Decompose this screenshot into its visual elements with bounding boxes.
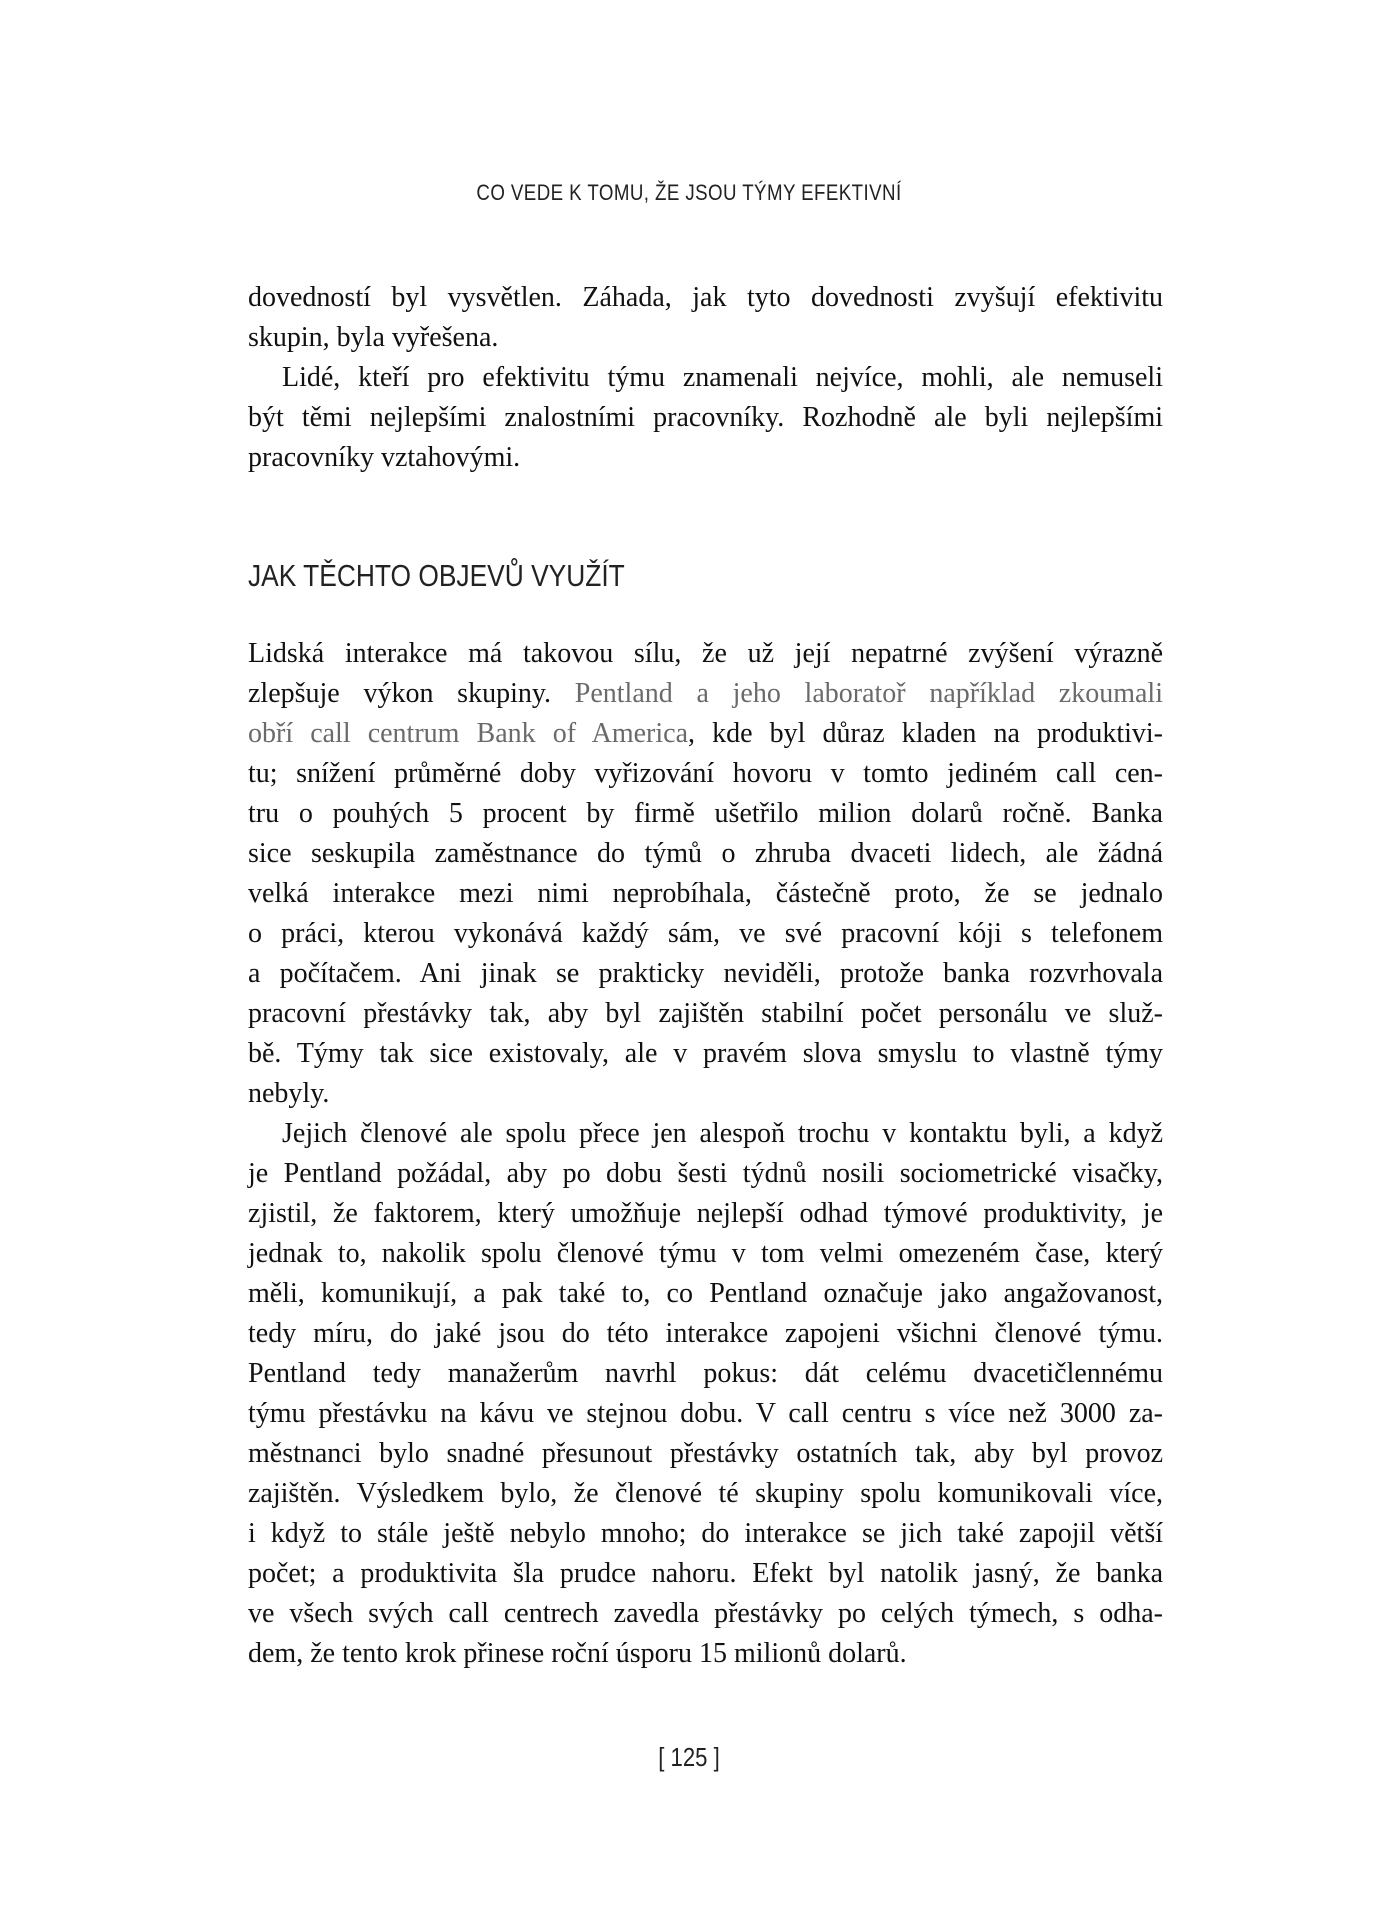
text-segment: zjistil, že faktorem, který umožňuje nejlepší odhad týmové produktivity, je [248,1198,1163,1229]
text-line [248,1354,1163,1394]
text-line [248,874,1163,914]
text-line [248,1234,1163,1274]
text-segment: nebyly. [248,1078,330,1109]
highlighted-text: Pentland a jeho laboratoř například zkoumali [574,678,1163,709]
text-segment: být těmi nejlepšími znalostními pracovníky. Rozhodně ale byli nejlepšími [248,402,1163,433]
text-line [248,1114,1163,1154]
text-segment: bě. Týmy tak sice existovaly, ale v pravém slova smyslu to vlastně týmy [248,1038,1163,1069]
text-segment: a počítačem. Ani jinak se prakticky neviděli, protože banka rozvrhovala [248,958,1163,989]
text-line [248,634,1163,674]
text-line [248,754,1163,794]
text-segment: zlepšuje výkon skupiny. [248,678,575,709]
text-segment: tu; snížení průměrné doby vyřizování hovoru v tomto jediném call cen- [248,758,1163,789]
text-segment: zajištěn. Výsledkem bylo, že členové té skupiny spolu komunikovali více, [248,1478,1163,1509]
text-line [248,1314,1163,1354]
text-line [248,1034,1163,1074]
running-head: CO VEDE K TOMU, ŽE JSOU TÝMY EFEKTIVNÍ [476,180,902,205]
text-line [248,358,1163,398]
text-line [248,1394,1163,1434]
text-segment: pracovníky vztahovými. [248,442,521,473]
text-line [248,954,1163,994]
text-line [248,914,1163,954]
text-segment: o práci, kterou vykonává každý sám, ve své pracovní kóji s telefonem [248,918,1163,949]
text-segment: Pentland tedy manažerům navrhl pokus: dát celému dvacetičlennému [248,1358,1163,1389]
text-segment: , kde byl důraz kladen na produktivi- [688,718,1163,749]
text-segment: i když to stále ještě nebylo mnoho; do interakce se jich také zapojil větší [248,1518,1163,1549]
text-line [248,1554,1163,1594]
text-segment: pracovní přestávky tak, aby byl zajištěn stabilní počet personálu ve služ- [248,998,1163,1029]
page-number: [ 125 ] [658,1742,720,1772]
text-line [248,1434,1163,1474]
text-line [248,1634,1163,1674]
paragraph-block-intro [248,278,1163,478]
text-segment: dovedností byl vysvětlen. Záhada, jak tyto dovednosti zvyšují efektivitu [248,282,1163,313]
text-line [248,1274,1163,1314]
text-line [248,714,1163,754]
text-line [248,1474,1163,1514]
text-line [248,1154,1163,1194]
text-line [248,834,1163,874]
text-line [248,674,1163,714]
text-line [248,794,1163,834]
text-segment: jednak to, nakolik spolu členové týmu v tom velmi omezeném čase, který [248,1238,1163,1269]
text-segment: tru o pouhých 5 procent by firmě ušetřilo milion dolarů ročně. Banka [248,798,1163,829]
text-line [248,278,1163,318]
section-heading: JAK TĚCHTO OBJEVŮ VYUŽÍT [248,558,625,593]
text-line [248,1194,1163,1234]
text-segment: počet; a produktivita šla prudce nahoru. Efekt byl natolik jasný, že banka [248,1558,1163,1589]
text-line [248,994,1163,1034]
highlighted-text: obří call centrum Bank of America [248,718,688,749]
text-segment: městnanci bylo snadné přesunout přestávky ostatních tak, aby byl provoz [248,1438,1163,1469]
paragraph-block-main [248,634,1163,1674]
text-segment: dem, že tento krok přinese roční úsporu 15 milionů dolarů. [248,1638,907,1669]
text-line [248,1514,1163,1554]
text-segment: tedy míru, do jaké jsou do této interakce zapojeni všichni členové týmu. [248,1318,1163,1349]
text-segment: skupin, byla vyřešena. [248,322,499,353]
text-line [248,318,1163,358]
text-line [248,1074,1163,1114]
text-segment: týmu přestávku na kávu ve stejnou dobu. V call centru s více než 3000 za- [248,1398,1163,1429]
text-line [248,398,1163,438]
text-segment: sice seskupila zaměstnance do týmů o zhruba dvaceti lidech, ale žádná [248,838,1163,869]
text-line [248,438,1163,478]
text-line [248,1594,1163,1634]
text-segment: Lidé, kteří pro efektivitu týmu znamenali nejvíce, mohli, ale nemuseli [282,362,1163,393]
text-segment: Jejich členové ale spolu přece jen alespoň trochu v kontaktu byli, a když [282,1118,1163,1149]
text-segment: Lidská interakce má takovou sílu, že už její nepatrné zvýšení výrazně [248,638,1163,669]
text-segment: ve všech svých call centrech zavedla přestávky po celých týmech, s odha- [248,1598,1163,1629]
text-segment: měli, komunikují, a pak také to, co Pentland označuje jako angažovanost, [248,1278,1163,1309]
text-segment: je Pentland požádal, aby po dobu šesti týdnů nosili sociometrické visačky, [248,1158,1163,1189]
text-segment: velká interakce mezi nimi neprobíhala, částečně proto, že se jednalo [248,878,1163,909]
